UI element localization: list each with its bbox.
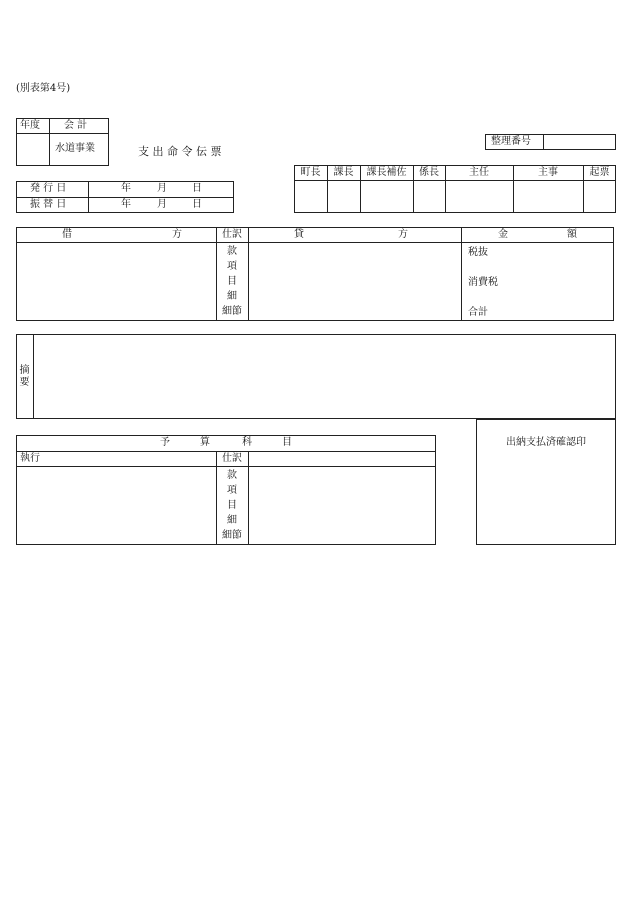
suito-stamp-label: 出納支払済確認印 bbox=[506, 437, 586, 448]
amount-header-2: 額 bbox=[567, 229, 577, 240]
fiscal-year-label: 年度 bbox=[20, 120, 40, 131]
budget-code-kan: 款 bbox=[227, 470, 237, 481]
transfer-month: 月 bbox=[157, 199, 167, 210]
approval-label-kacho-hosa: 課長補佐 bbox=[366, 167, 407, 178]
issue-day: 日 bbox=[192, 183, 202, 194]
approval-label-kacho: 課長 bbox=[333, 167, 354, 178]
execution-label: 執行 bbox=[20, 453, 40, 464]
journal-code-sai: 細 bbox=[227, 291, 237, 302]
issue-date-label: 発 行 日 bbox=[30, 183, 67, 194]
budget-code-ko: 項 bbox=[227, 485, 237, 496]
transfer-year: 年 bbox=[121, 199, 131, 210]
approval-label-shunin: 主任 bbox=[469, 167, 489, 178]
tekiyo-box bbox=[16, 334, 616, 419]
budget-shiwake-header: 仕訳 bbox=[222, 453, 242, 464]
budget-header-4: 目 bbox=[282, 437, 292, 448]
budget-code-sai: 細 bbox=[227, 515, 237, 526]
tekiyo-label-2: 要 bbox=[19, 377, 30, 388]
tekiyo-label-1: 摘 bbox=[19, 365, 30, 376]
debit-header: 借 bbox=[62, 229, 72, 240]
tax-excluded-label: 税抜 bbox=[468, 247, 488, 258]
approval-label-chocho: 町長 bbox=[300, 167, 321, 178]
account-label: 会 計 bbox=[64, 120, 88, 131]
transfer-date-label: 振 替 日 bbox=[30, 199, 67, 210]
journal-code-moku: 目 bbox=[227, 276, 237, 287]
approval-label-kakaricho: 係長 bbox=[419, 167, 439, 178]
form-title: 支 出 命 令 伝 票 bbox=[138, 145, 222, 158]
budget-header-3: 科 bbox=[242, 437, 252, 448]
budget-header-2: 算 bbox=[200, 437, 210, 448]
approval-label-kihyo: 起票 bbox=[589, 167, 610, 178]
account-value: 水道事業 bbox=[55, 143, 95, 154]
seiri-label: 整理番号 bbox=[491, 136, 531, 147]
debit-header-2: 方 bbox=[172, 229, 182, 240]
credit-header-2: 方 bbox=[398, 229, 408, 240]
total-label: 合計 bbox=[468, 307, 488, 318]
journal-code-saisetsu: 細節 bbox=[222, 306, 242, 317]
shiwake-header: 仕訳 bbox=[222, 229, 242, 240]
issue-month: 月 bbox=[157, 183, 167, 194]
transfer-day: 日 bbox=[192, 199, 202, 210]
budget-code-moku: 目 bbox=[227, 500, 237, 511]
issue-year: 年 bbox=[121, 183, 131, 194]
consumption-tax-label: 消費税 bbox=[468, 277, 498, 288]
annex-label: (別表第4号) bbox=[16, 83, 71, 94]
credit-header: 貸 bbox=[294, 229, 304, 240]
amount-header: 金 bbox=[498, 229, 508, 240]
budget-code-saisetsu: 細節 bbox=[222, 530, 242, 541]
journal-code-kan: 款 bbox=[227, 246, 237, 257]
budget-header-1: 予 bbox=[160, 437, 170, 448]
approval-label-shuji: 主事 bbox=[538, 167, 558, 178]
journal-code-ko: 項 bbox=[227, 261, 237, 272]
